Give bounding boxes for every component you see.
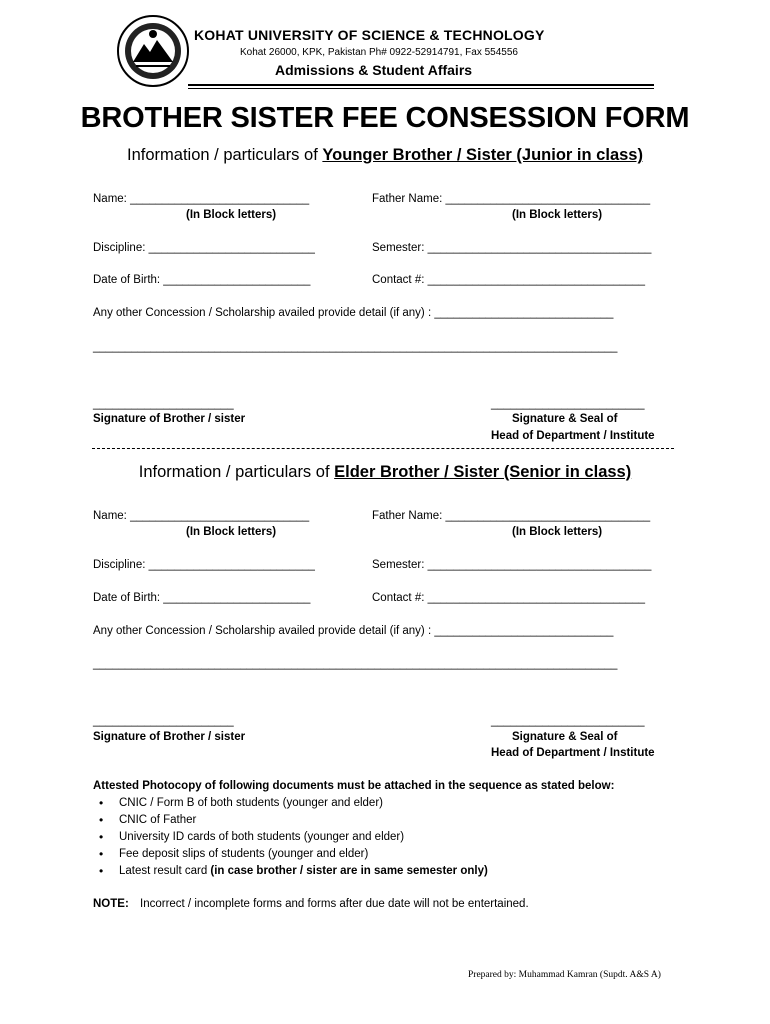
younger-name-field[interactable]: Name: ____________________________ — [93, 193, 310, 205]
elder-concession-line[interactable]: __________________________________________________________________________________ — [93, 658, 618, 670]
younger-contact-field[interactable]: Contact #: __________________________________ — [372, 274, 646, 286]
prepared-by: Prepared by: Muhammad Kamran (Supdt. A&S A) — [468, 970, 661, 980]
list-item: • CNIC of Father — [93, 812, 488, 829]
university-address: Kohat 26000, KPK, Pakistan Ph# 0922-52914791, Fax 554556 — [240, 47, 518, 58]
elder-hod-sig-label: Signature & Seal of — [512, 731, 618, 743]
younger-hod-label: Head of Department / Institute — [491, 430, 655, 442]
header-rule-thin — [188, 88, 654, 89]
documents-heading: Attested Photocopy of following documents must be attached in the sequence as stated below: — [93, 780, 615, 792]
younger-dob-field[interactable]: Date of Birth: _______________________ — [93, 274, 311, 286]
younger-sig-line[interactable]: ______________________ — [93, 398, 234, 410]
form-title: BROTHER SISTER FEE CONSESSION FORM — [80, 102, 690, 134]
section-title-elder: Information / particulars of Elder Brother / Sister (Senior in class) — [138, 463, 632, 481]
section-title-younger: Information / particulars of Younger Brother / Sister (Junior in class) — [127, 146, 643, 164]
younger-sig-label: Signature of Brother / sister — [93, 413, 246, 425]
department-name: Admissions & Student Affairs — [275, 62, 473, 78]
elder-concession-field[interactable]: Any other Concession / Scholarship availed provide detail (if any) : ____________________________ — [93, 625, 614, 637]
younger-name-hint: (In Block letters) — [186, 209, 277, 221]
note-text: Incorrect / incomplete forms and forms after due date will not be entertained. — [140, 898, 529, 910]
younger-concession-field[interactable]: Any other Concession / Scholarship availed provide detail (if any) : ____________________________ — [93, 307, 614, 319]
elder-sig-label: Signature of Brother / sister — [93, 731, 246, 743]
elder-discipline-field[interactable]: Discipline: __________________________ — [93, 559, 315, 571]
list-item: • Latest result card (in case brother / sister are in same semester only) — [93, 863, 488, 880]
elder-semester-field[interactable]: Semester: ___________________________________ — [372, 559, 652, 571]
list-item: • Fee deposit slips of students (younger and elder) — [93, 846, 488, 863]
younger-discipline-field[interactable]: Discipline: __________________________ — [93, 242, 315, 254]
younger-semester-field[interactable]: Semester: ___________________________________ — [372, 242, 652, 254]
elder-contact-field[interactable]: Contact #: __________________________________ — [372, 592, 646, 604]
elder-sig-line[interactable]: ______________________ — [93, 715, 234, 727]
elder-father-field[interactable]: Father Name: ________________________________ — [372, 510, 651, 522]
university-logo — [116, 14, 190, 88]
list-item: • University ID cards of both students (younger and elder) — [93, 829, 488, 846]
note-label: NOTE: — [93, 898, 129, 910]
elder-name-hint: (In Block letters) — [186, 526, 277, 538]
list-item: • CNIC / Form B of both students (younger and elder) — [93, 795, 488, 812]
younger-father-hint: (In Block letters) — [512, 209, 603, 221]
elder-father-hint: (In Block letters) — [512, 526, 603, 538]
header-rule — [188, 84, 654, 86]
section-divider — [92, 448, 674, 449]
elder-dob-field[interactable]: Date of Birth: _______________________ — [93, 592, 311, 604]
university-name: KOHAT UNIVERSITY OF SCIENCE & TECHNOLOGY — [194, 27, 545, 43]
documents-list — [93, 795, 488, 880]
elder-hod-label: Head of Department / Institute — [491, 747, 655, 759]
younger-concession-line[interactable]: __________________________________________________________________________________ — [93, 341, 618, 353]
younger-hod-sig-label: Signature & Seal of — [512, 413, 618, 425]
younger-hod-sig-line[interactable]: ________________________ — [491, 398, 645, 410]
elder-name-field[interactable]: Name: ____________________________ — [93, 510, 310, 522]
younger-father-field[interactable]: Father Name: ________________________________ — [372, 193, 651, 205]
elder-hod-sig-line[interactable]: ________________________ — [491, 715, 645, 727]
